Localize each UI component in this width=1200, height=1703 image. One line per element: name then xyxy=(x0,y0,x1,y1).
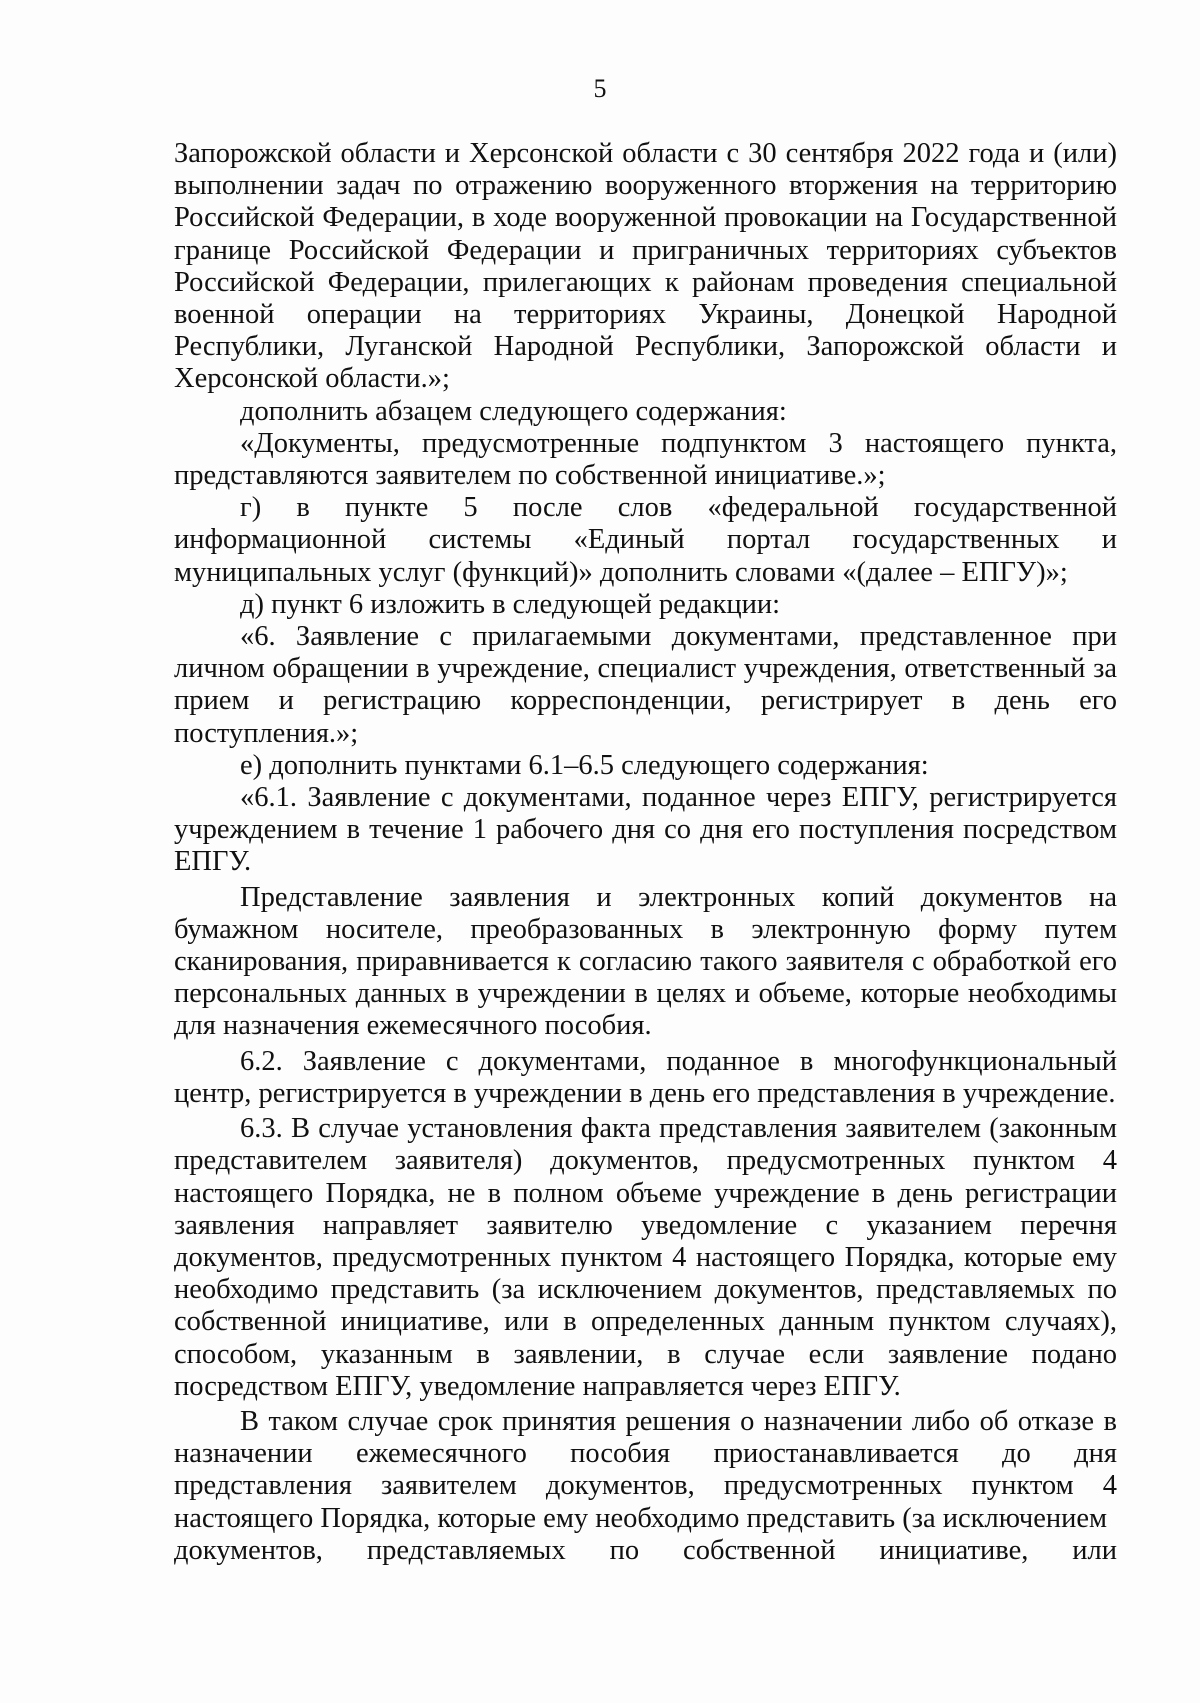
paragraph-suspension: В таком случае срок принятия решения о назначении либо об отказе в назначении ежемесячного пособия приостанавливается до дня представления заявителем документов, предусмотренных пунктом 4 настоящего Порядка, которые ему необходимо представить (за исключением xyxy=(174,1405,1117,1534)
paragraph-representation: Представление заявления и электронных копий документов на бумажном носителе, преобразованных в электронную форму путем сканирования, приравнивается к согласию такого заявителя с обработкой его персональных данных в учреждении в целях и объеме, которые необходимы для назначения ежемесячного пособия. xyxy=(174,881,1117,1042)
paragraph-continuation: Запорожской области и Херсонской области с 30 сентября 2022 года и (или) выполнении задач по отражению вооруженного вторжения на территорию Российской Федерации, в ходе вооруженной провокации на Государственной границе Российской Федерации и приграничных территориях субъектов Российской Федерации, прилегающих к районам проведения специальной военной операции на территориях Украины, Донецкой Народной Республики, Луганской Народной Республики, Запорожской области и Херсонской области.»; xyxy=(174,138,1117,395)
paragraph-item-e: е) дополнить пунктами 6.1–6.5 следующего содержания: xyxy=(240,749,929,781)
paragraph-item-g: г) в пункте 5 после слов «федеральной государственной информационной системы «Единый портал государственных и муниципальных услуг (функций)» дополнить словами «(далее – ЕПГУ)»; xyxy=(174,492,1117,588)
paragraph-point-6-3: 6.3. В случае установления факта представления заявителем (законным представителем заявителя) документов, предусмотренных пунктом 4 настоящего Порядка, не в полном объеме учреждение в день регистрации заявления направляет заявителю уведомление с указанием перечня документов, предусмотренных пунктом 4 настоящего Порядка, которые ему необходимо представить (за исключением документов, представляемых по собственной инициативе, или в определенных данным пунктом случаях), способом, указанным в заявлении, в случае если заявление подано посредством ЕПГУ, уведомление направляется через ЕПГУ. xyxy=(174,1113,1117,1402)
paragraph-point-6-1: «6.1. Заявление с документами, поданное через ЕПГУ, регистрируется учреждением в течение 1 рабочего дня со дня его поступления посредством ЕПГУ. xyxy=(174,782,1117,878)
paragraph-point-6-2: 6.2. Заявление с документами, поданное в многофункциональный центр, регистрируется в учреждении в день его представления в учреждение. xyxy=(174,1045,1117,1109)
paragraph-documents-quote: «Документы, предусмотренные подпунктом 3 настоящего пункта, представляются заявителем по собственной инициативе.»; xyxy=(174,427,1117,492)
page-number: 5 xyxy=(593,74,607,103)
last-line-text: документов, представляемых по собственной инициативе, или xyxy=(174,1534,1117,1566)
paragraph-point-6: «6. Заявление с прилагаемыми документами, представленное при личном обращении в учреждение, специалист учреждения, ответственный за прием и регистрацию корреспонденции, регистрирует в день его поступления.»; xyxy=(174,621,1117,749)
paragraph-last-line xyxy=(174,1535,1117,1567)
paragraph-item-d: д) пункт 6 изложить в следующей редакции: xyxy=(240,588,781,620)
document-body xyxy=(174,138,1117,1567)
paragraph-add-abzac: дополнить абзацем следующего содержания: xyxy=(240,395,787,427)
